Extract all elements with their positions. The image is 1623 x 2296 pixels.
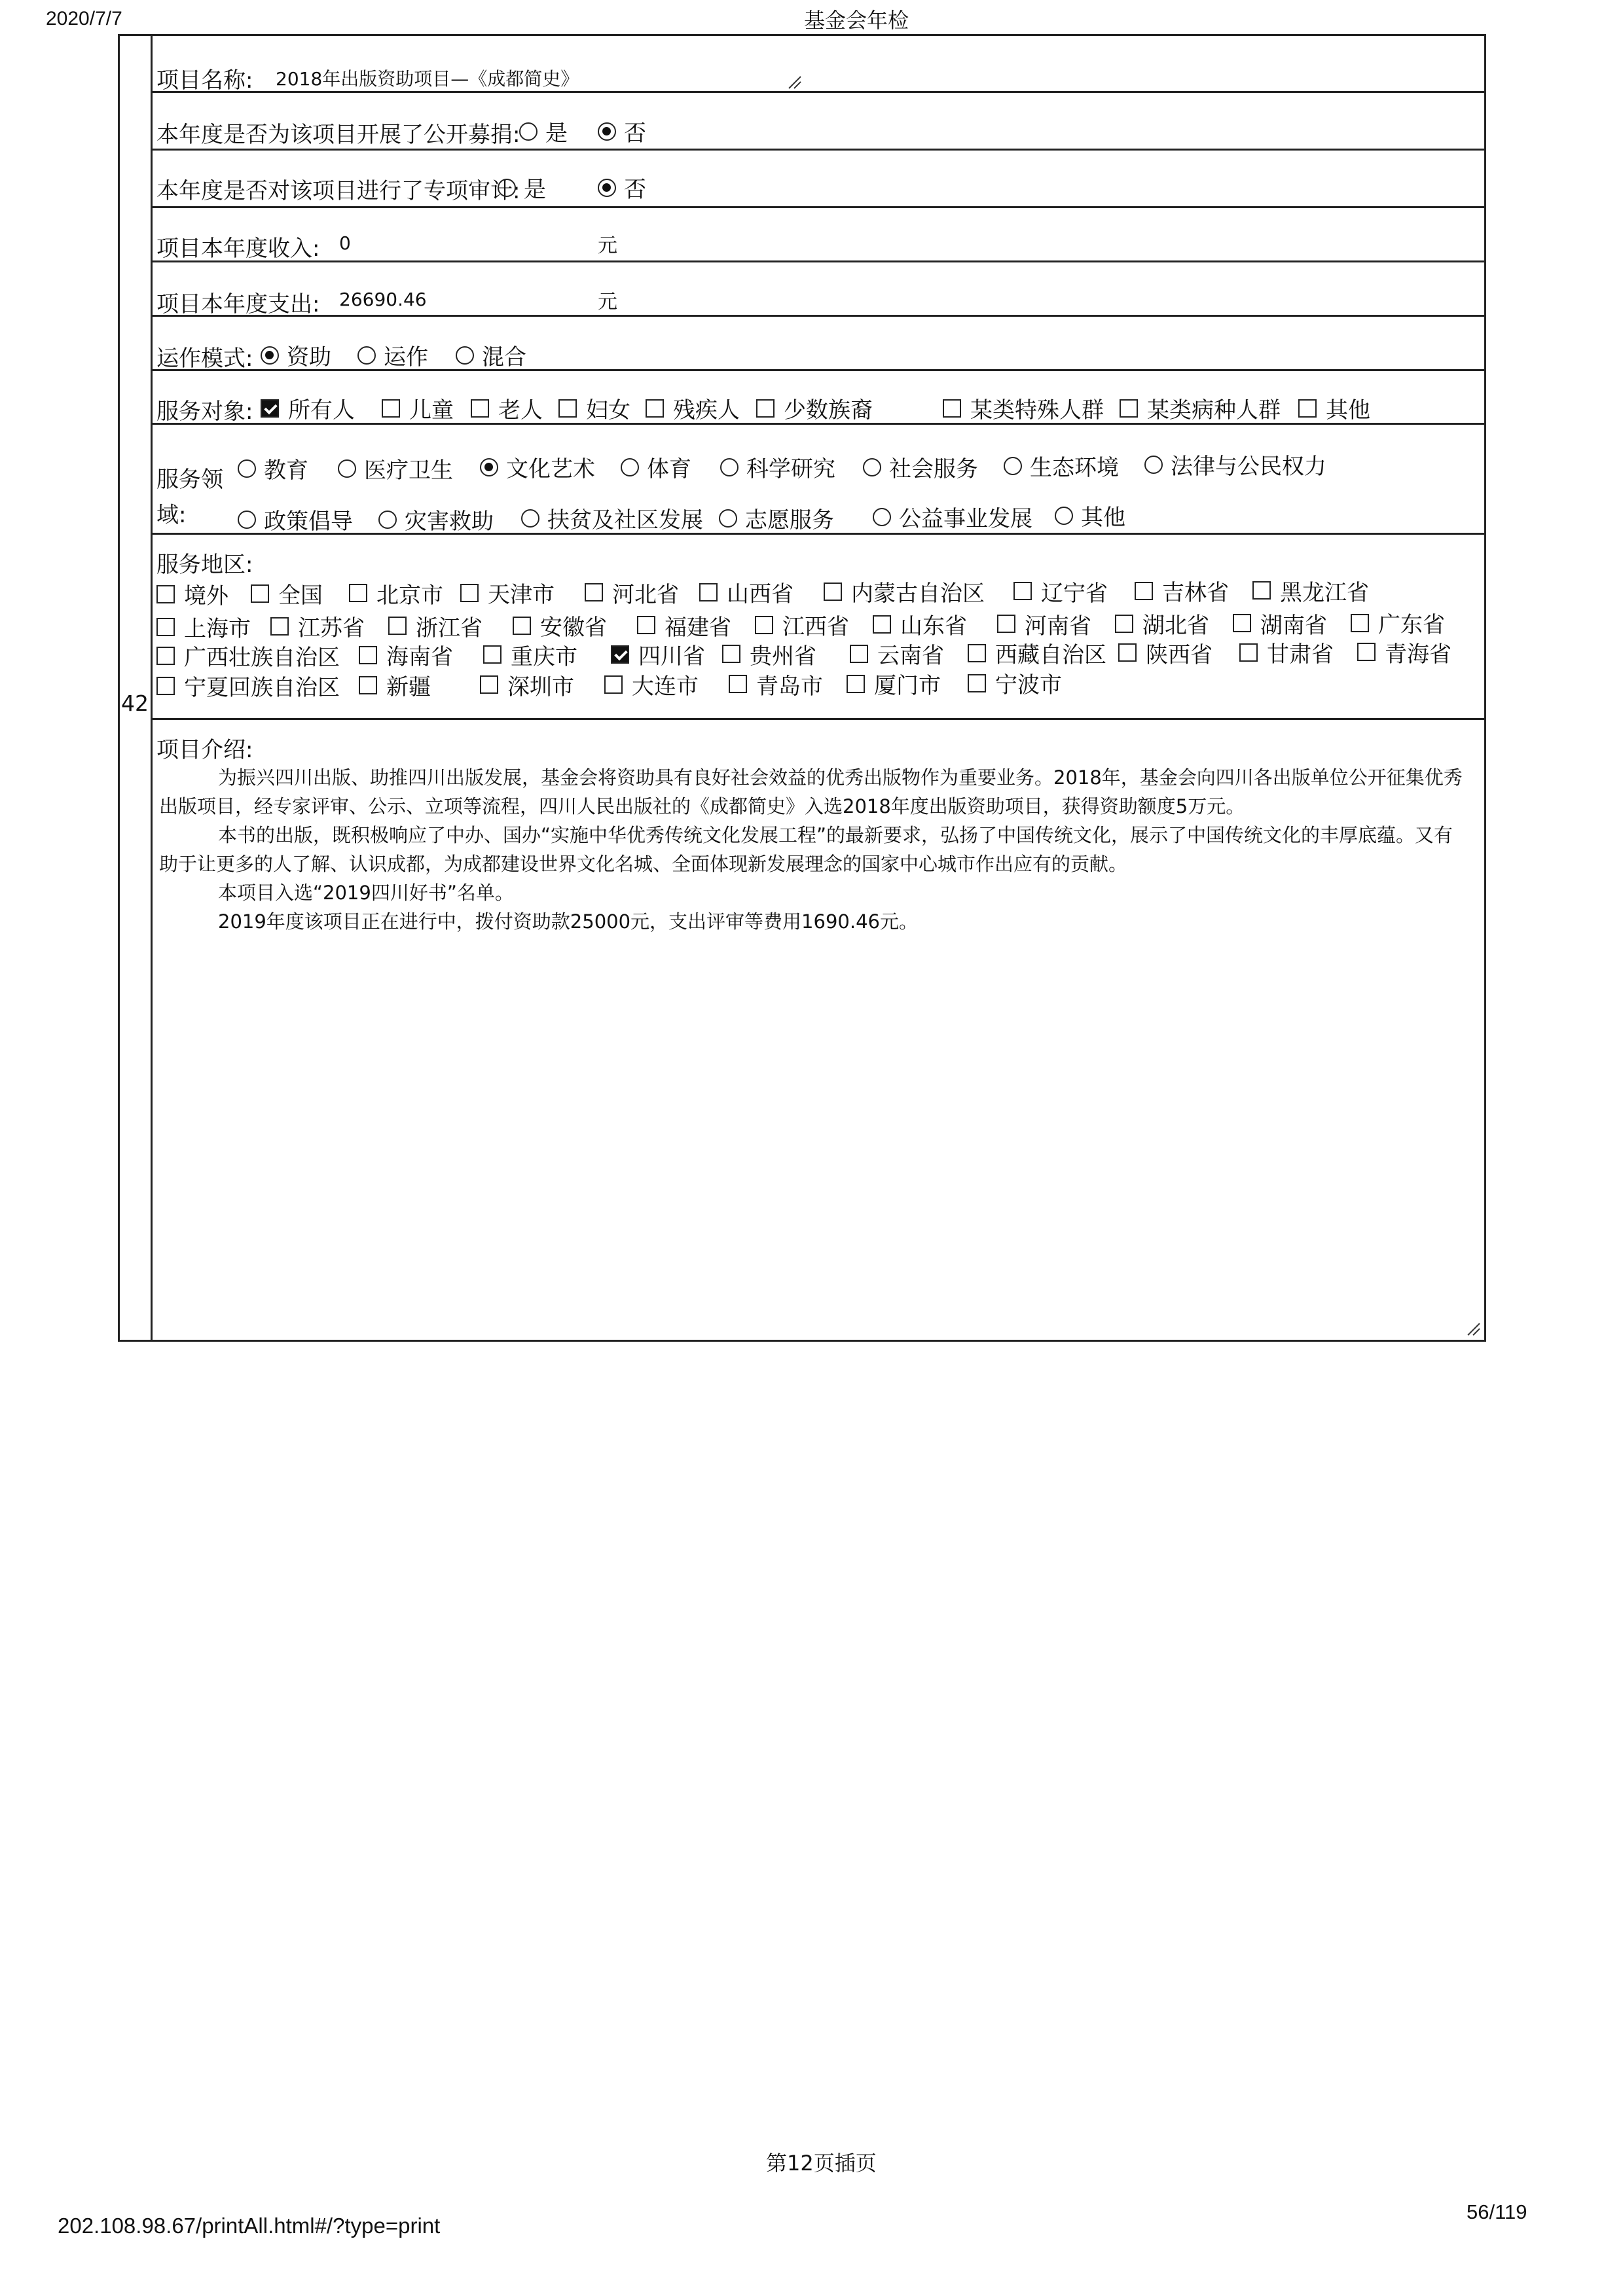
print-date: 2020/7/7 xyxy=(46,8,122,29)
service-region-row xyxy=(153,535,1484,720)
radio-icon xyxy=(1055,507,1073,525)
region-option[interactable] xyxy=(755,609,849,641)
service-field-label-line1: 服务领 xyxy=(156,467,223,493)
target-other[interactable]: 其他 xyxy=(1298,392,1370,424)
checkbox-icon xyxy=(359,676,377,694)
field-healthcare[interactable]: 医疗卫生 xyxy=(338,452,453,484)
radio-icon xyxy=(873,508,891,526)
region-option-label: 西藏自治区 xyxy=(995,642,1106,669)
intro-paragraph: 为振兴四川出版、助推四川出版发展，基金会将资助具有良好社会效益的优秀出版物作为重要业务。2018年，基金会向四川各出版单位公开征集优秀出版项目，经专家评审、公示、立项等流程，四川人民出版社的《成都简史》入选2018年度出版资助项目，获得资助额度5万元。 xyxy=(159,766,1463,817)
region-option[interactable] xyxy=(722,638,816,670)
expense-label: 项目本年度支出: xyxy=(156,291,320,317)
region-option-label: 湖北省 xyxy=(1142,613,1209,639)
field-culture-art[interactable]: 文化艺术 xyxy=(480,451,595,483)
checkbox-icon xyxy=(483,645,501,664)
checkbox-icon xyxy=(1120,399,1138,418)
region-option-label: 海南省 xyxy=(386,644,453,671)
project-name-value: 2018年出版资助项目—《成都简史》 xyxy=(276,68,579,90)
checkbox-icon xyxy=(722,645,740,663)
project-name-label: 项目名称: xyxy=(156,67,253,94)
region-option[interactable] xyxy=(824,575,985,607)
target-disabled[interactable]: 残疾人 xyxy=(646,392,740,424)
checkbox-icon xyxy=(388,617,407,635)
field-poverty-community[interactable]: 扶贫及社区发展 xyxy=(521,502,703,534)
project-name-row xyxy=(153,36,1484,93)
region-option-label: 河南省 xyxy=(1025,613,1091,639)
special-audit-row xyxy=(153,151,1484,208)
income-label: 项目本年度收入: xyxy=(156,236,320,262)
region-option[interactable] xyxy=(1239,636,1334,668)
checkbox-icon xyxy=(637,616,655,634)
region-option[interactable] xyxy=(483,639,577,671)
radio-selected-icon xyxy=(598,179,616,197)
region-option[interactable] xyxy=(156,639,340,672)
radio-selected-icon xyxy=(480,458,498,476)
page-title: 基金会年检 xyxy=(804,8,909,33)
checkbox-icon xyxy=(755,616,773,634)
radio-icon xyxy=(456,346,474,365)
radio-icon xyxy=(521,509,539,528)
checkbox-icon xyxy=(558,399,577,418)
region-option[interactable] xyxy=(359,639,453,671)
region-option-label: 北京市 xyxy=(376,582,443,609)
expense-unit: 元 xyxy=(598,291,617,314)
region-option[interactable] xyxy=(847,668,941,700)
checkbox-icon xyxy=(1298,399,1317,418)
target-special-group[interactable]: 某类特殊人群 xyxy=(943,392,1104,424)
checkbox-icon xyxy=(1252,581,1271,600)
checkbox-icon xyxy=(699,583,718,601)
radio-icon xyxy=(1144,456,1163,474)
radio-icon xyxy=(498,179,516,197)
checkbox-icon xyxy=(646,399,664,418)
checkbox-icon xyxy=(349,584,367,602)
public-fundraising-yes[interactable]: 是 xyxy=(519,115,568,147)
public-fundraising-row xyxy=(153,93,1484,151)
checkbox-icon xyxy=(1115,615,1133,633)
service-targets-row xyxy=(153,371,1484,425)
region-option[interactable] xyxy=(1115,607,1209,639)
region-option-label: 云南省 xyxy=(877,643,944,669)
checkbox-icon xyxy=(471,399,489,418)
region-option-label: 安徽省 xyxy=(540,615,607,641)
service-region-label: 服务地区: xyxy=(156,552,253,578)
region-option[interactable] xyxy=(1233,607,1327,639)
field-social-service[interactable]: 社会服务 xyxy=(863,451,978,483)
region-option-label: 陕西省 xyxy=(1146,641,1213,668)
radio-icon xyxy=(519,122,538,141)
special-audit-no[interactable]: 否 xyxy=(598,171,646,204)
radio-icon xyxy=(863,458,881,476)
region-option-label: 新疆 xyxy=(386,674,431,701)
expense-row xyxy=(153,262,1484,317)
intro-paragraph: 本书的出版，既积极响应了中办、国办“实施中华优秀传统文化发展工程”的最新要求，弘扬了中国传统文化，展示了中国传统文化的丰厚底蕴。又有助于让更多的人了解、认识成都，为成都建设世界文化名城、全面体现新发展理念的国家中心城市作出应有的贡献。 xyxy=(159,824,1453,875)
region-option-label: 吉林省 xyxy=(1162,580,1229,607)
target-elderly[interactable]: 老人 xyxy=(471,392,543,424)
resize-handle-icon[interactable] xyxy=(788,75,802,90)
region-option-label: 天津市 xyxy=(488,582,555,609)
region-option-label: 境外 xyxy=(184,583,228,609)
checkbox-icon xyxy=(756,399,775,418)
checkbox-icon xyxy=(382,399,400,418)
target-ethnic-minority[interactable]: 少数族裔 xyxy=(756,392,873,424)
insert-page-label: 第12页插页 xyxy=(766,2151,877,2176)
region-option-label: 贵州省 xyxy=(750,643,816,670)
region-option[interactable] xyxy=(729,668,823,700)
radio-icon xyxy=(1004,457,1022,475)
field-policy-advocacy[interactable]: 政策倡导 xyxy=(238,503,353,535)
checkbox-icon xyxy=(943,399,961,418)
operation-mode-label: 运作模式: xyxy=(156,346,253,372)
region-option[interactable] xyxy=(1118,637,1213,669)
intro-paragraph: 2019年度该项目正在进行中，拨付资助款25000元，支出评审等费用1690.46元。 xyxy=(218,910,918,933)
service-field-label-line2: 域: xyxy=(156,502,187,528)
checkbox-icon xyxy=(513,617,531,635)
checkbox-icon xyxy=(251,584,269,603)
checkbox-icon xyxy=(460,584,479,602)
region-option[interactable] xyxy=(637,609,731,641)
region-option-label: 四川省 xyxy=(638,643,705,670)
income-value: 0 xyxy=(339,232,351,254)
region-option[interactable] xyxy=(359,669,431,701)
region-option[interactable] xyxy=(873,608,967,640)
checkbox-icon xyxy=(1351,614,1369,632)
public-fundraising-label: 本年度是否为该项目开展了公开募捐: xyxy=(156,122,520,148)
region-option[interactable] xyxy=(1357,636,1451,668)
region-option-label: 深圳市 xyxy=(507,673,574,700)
radio-icon xyxy=(719,509,737,528)
checkbox-icon xyxy=(359,646,377,664)
region-option-label: 青岛市 xyxy=(756,673,823,700)
region-option[interactable] xyxy=(968,637,1106,669)
special-audit-label: 本年度是否对该项目进行了专项审计: xyxy=(156,178,520,204)
region-option[interactable] xyxy=(513,609,607,641)
checkbox-icon xyxy=(824,583,842,601)
region-option[interactable] xyxy=(270,610,365,642)
region-option-label: 湖南省 xyxy=(1260,612,1327,639)
expense-value: 26690.46 xyxy=(339,289,427,310)
page-url: 202.108.98.67/printAll.html#/?type=print xyxy=(58,2214,441,2238)
radio-selected-icon xyxy=(261,346,279,365)
resize-handle-icon[interactable] xyxy=(1467,1322,1481,1336)
field-sports[interactable]: 体育 xyxy=(621,451,691,483)
checkbox-icon xyxy=(850,645,868,663)
checkbox-icon xyxy=(968,644,986,662)
public-fundraising-no[interactable]: 否 xyxy=(598,115,646,147)
special-audit-yes[interactable]: 是 xyxy=(498,171,546,204)
region-option-label: 青海省 xyxy=(1385,641,1451,668)
region-option[interactable] xyxy=(1252,575,1369,607)
project-intro xyxy=(153,720,1484,933)
region-option[interactable] xyxy=(1013,575,1108,607)
checkbox-checked-icon xyxy=(261,399,279,418)
checkbox-icon xyxy=(847,675,865,693)
income-row xyxy=(153,208,1484,262)
region-option[interactable] xyxy=(850,637,944,670)
region-option-label: 黑龙江省 xyxy=(1280,579,1369,606)
region-option[interactable] xyxy=(480,669,574,701)
region-option[interactable] xyxy=(156,578,228,610)
region-option-label: 广西壮族自治区 xyxy=(184,645,340,671)
region-option[interactable] xyxy=(997,608,1091,640)
field-other[interactable]: 其他 xyxy=(1055,499,1125,531)
region-option[interactable] xyxy=(349,577,443,609)
region-option-label: 大连市 xyxy=(632,673,699,700)
region-option[interactable] xyxy=(156,611,251,643)
checkbox-icon xyxy=(156,677,175,695)
operation-mode-operate[interactable]: 运作 xyxy=(357,339,428,371)
region-option-label: 宁波市 xyxy=(995,672,1062,699)
checkbox-icon xyxy=(604,675,623,694)
checkbox-icon xyxy=(1013,582,1032,600)
region-option[interactable] xyxy=(1135,575,1229,607)
region-option[interactable] xyxy=(156,670,340,702)
radio-icon xyxy=(621,458,639,476)
region-option-label: 辽宁省 xyxy=(1041,580,1108,607)
service-targets-label: 服务对象: xyxy=(156,399,253,425)
checkbox-icon xyxy=(270,617,289,636)
region-option-label: 内蒙古自治区 xyxy=(851,581,985,607)
region-option[interactable] xyxy=(460,577,555,609)
region-option-label: 厦门市 xyxy=(874,673,941,699)
field-scientific-research[interactable]: 科学研究 xyxy=(720,451,835,483)
region-option[interactable] xyxy=(388,610,483,642)
region-option-label: 甘肃省 xyxy=(1267,641,1334,668)
target-children[interactable]: 儿童 xyxy=(382,392,454,424)
checkbox-icon xyxy=(585,583,603,601)
radio-icon xyxy=(238,459,256,478)
region-option-label: 江西省 xyxy=(782,614,849,640)
operation-mode-mixed[interactable]: 混合 xyxy=(456,339,526,371)
intro-paragraph: 本项目入选“2019四川好书”名单。 xyxy=(218,882,514,904)
radio-icon xyxy=(720,458,739,476)
page-number: 56/119 xyxy=(1467,2200,1527,2223)
income-unit: 元 xyxy=(598,234,617,257)
checkbox-icon xyxy=(1239,643,1258,662)
radio-icon xyxy=(378,511,397,529)
radio-icon xyxy=(238,511,256,529)
row-number-cell xyxy=(118,34,151,1342)
radio-selected-icon xyxy=(598,122,616,141)
region-option-label: 广东省 xyxy=(1378,612,1445,638)
checkbox-icon xyxy=(997,615,1015,633)
checkbox-icon xyxy=(873,615,891,634)
region-option-label: 全国 xyxy=(278,583,323,609)
region-option[interactable] xyxy=(251,577,323,609)
region-option[interactable] xyxy=(585,577,679,609)
region-option-label: 上海市 xyxy=(184,616,251,642)
field-ecology[interactable]: 生态环境 xyxy=(1004,450,1119,482)
radio-icon xyxy=(357,346,376,365)
region-option-label: 河北省 xyxy=(612,581,679,608)
operation-mode-grant[interactable]: 资助 xyxy=(261,339,331,371)
service-field-row xyxy=(153,425,1484,535)
checkbox-icon xyxy=(1357,643,1376,661)
checkbox-icon xyxy=(729,675,747,693)
operation-mode-row xyxy=(153,317,1484,371)
checkbox-icon xyxy=(1233,614,1251,632)
checkbox-icon xyxy=(1135,582,1153,600)
region-option[interactable] xyxy=(1351,607,1445,639)
region-option-label: 福建省 xyxy=(665,614,731,641)
region-option[interactable] xyxy=(604,668,699,700)
row-number: 42 xyxy=(121,691,149,716)
checkbox-icon xyxy=(480,675,498,694)
checkbox-icon xyxy=(156,647,175,665)
region-option[interactable] xyxy=(968,667,1062,699)
region-option-label: 浙江省 xyxy=(416,615,483,641)
region-option-label: 重庆市 xyxy=(511,643,577,670)
region-option[interactable] xyxy=(699,576,793,608)
target-disease-group[interactable]: 某类病种人群 xyxy=(1120,392,1281,424)
region-option-label: 山西省 xyxy=(727,581,793,607)
project-intro-label: 项目介绍: xyxy=(156,737,253,763)
checkbox-icon xyxy=(968,674,986,692)
region-option-label: 山东省 xyxy=(900,613,967,640)
field-disaster-relief[interactable]: 灾害救助 xyxy=(378,503,494,535)
region-option-label: 江苏省 xyxy=(298,615,365,642)
radio-icon xyxy=(338,459,356,478)
region-option-label: 宁夏回族自治区 xyxy=(184,675,340,701)
checkbox-icon xyxy=(156,618,175,636)
checkbox-checked-icon xyxy=(611,645,629,664)
region-option[interactable] xyxy=(611,638,705,670)
checkbox-icon xyxy=(156,585,175,603)
field-volunteer[interactable]: 志愿服务 xyxy=(719,502,834,534)
project-intro-text xyxy=(159,763,1472,936)
field-law-civil-rights[interactable]: 法律与公民权力 xyxy=(1144,448,1326,480)
field-public-welfare[interactable]: 公益事业发展 xyxy=(873,501,1032,533)
checkbox-icon xyxy=(1118,643,1137,662)
target-all[interactable]: 所有人 xyxy=(261,392,355,424)
target-women[interactable]: 妇女 xyxy=(558,392,630,424)
field-education[interactable]: 教育 xyxy=(238,452,308,484)
